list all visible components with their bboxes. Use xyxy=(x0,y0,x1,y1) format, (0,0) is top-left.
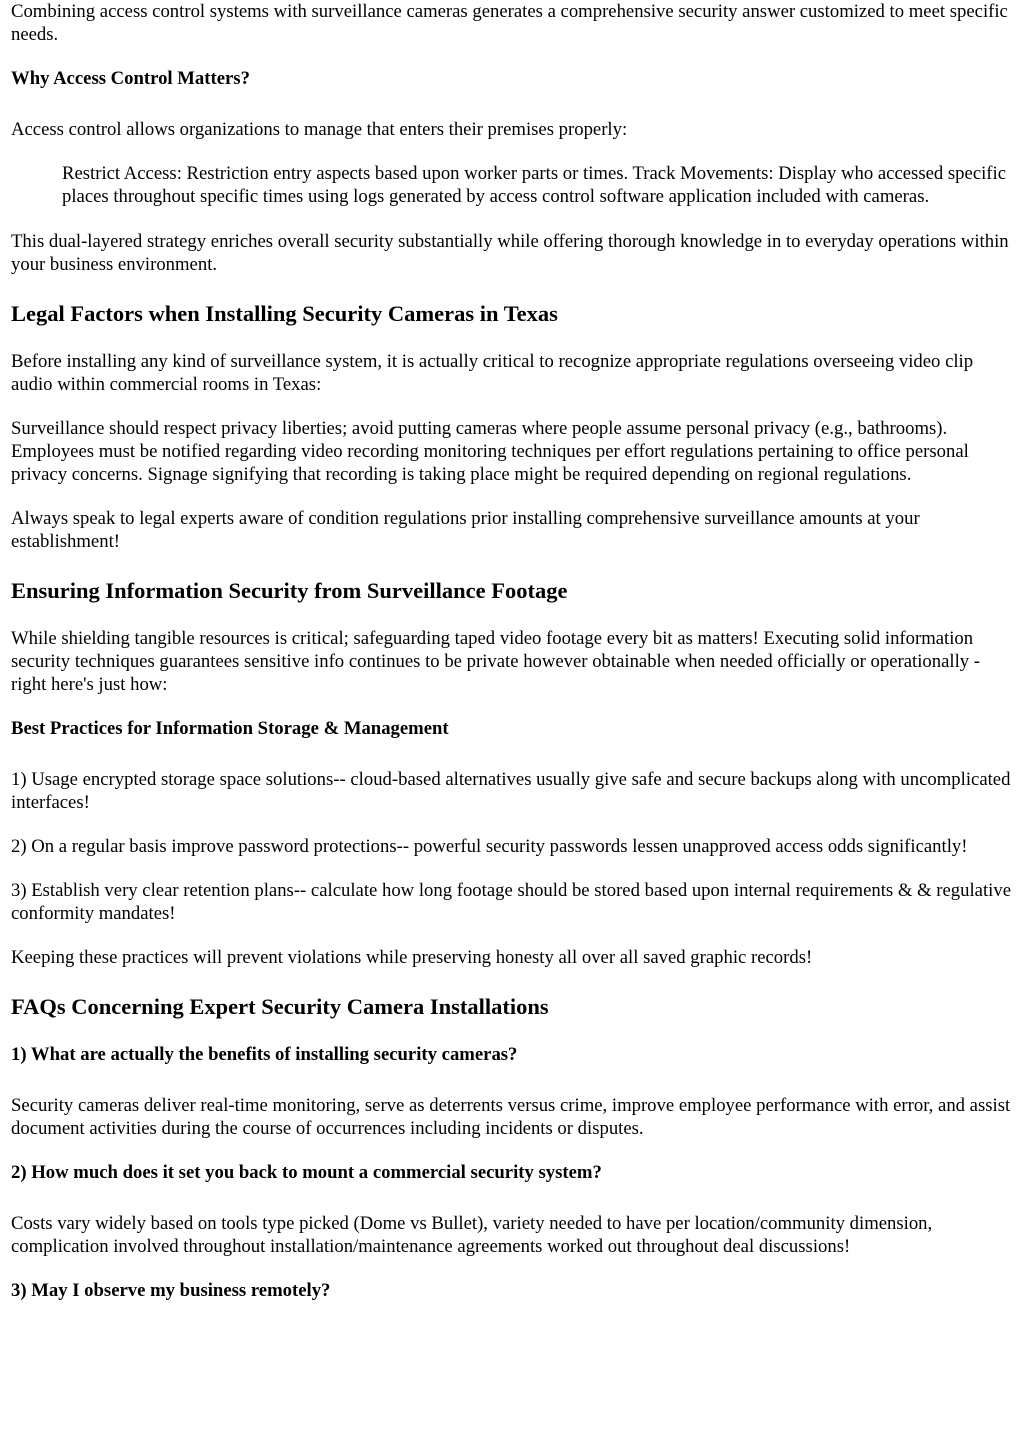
intro-paragraph: Combining access control systems with surveillance cameras generates a comprehensive security answer customized to meet specific needs. xyxy=(11,1,1008,45)
access-control-closing: This dual-layered strategy enriches overall security substantially while offering thorough knowledge in to everyday operations within your business environment. xyxy=(11,231,1009,275)
legal-paragraph-2: Surveillance should respect privacy liberties; avoid putting cameras where people assume personal privacy (e.g., bathrooms). Employees must be notified regarding video recording monitoring techniques per effort regulations pertaining to office personal privacy concerns. Signage signifying that recording is taking place might be required depending on regional regulations. xyxy=(11,418,969,485)
faq-question-1: 1) What are actually the benefits of installing security cameras? xyxy=(11,1044,518,1065)
faq-question-2: 2) How much does it set you back to mount a commercial security system? xyxy=(11,1162,602,1183)
legal-paragraph-3: Always speak to legal experts aware of condition regulations prior installing comprehensive surveillance amounts at your establishment! xyxy=(11,508,920,552)
legal-paragraph-1: Before installing any kind of surveillance system, it is actually critical to recognize appropriate regulations overseeing video clip audio within commercial rooms in Texas: xyxy=(11,351,974,395)
faqs-heading: FAQs Concerning Expert Security Camera Installations xyxy=(11,994,549,1019)
access-control-heading: Why Access Control Matters? xyxy=(11,68,250,89)
faq-answer-2: Costs vary widely based on tools type picked (Dome vs Bullet), variety needed to have per location/community dimension, complication involved throughout installation/maintenance agreements worked out throughout deal discussions! xyxy=(11,1213,933,1257)
access-control-intro: Access control allows organizations to manage that enters their premises properly: xyxy=(11,119,628,140)
faq-question-3: 3) May I observe my business remotely? xyxy=(11,1280,331,1301)
info-security-closing: Keeping these practices will prevent violations while preserving honesty all over all saved graphic records! xyxy=(11,947,813,968)
best-practice-item-1: 1) Usage encrypted storage space solutions-- cloud-based alternatives usually give safe and secure backups along with uncomplicated interfaces! xyxy=(11,769,1011,813)
info-security-paragraph: While shielding tangible resources is critical; safeguarding taped video footage every bit as matters! Executing solid information security techniques guarantees sensitive info continues to be private however obtainable when needed officially or operationally - right here's just how: xyxy=(11,628,980,695)
info-security-heading: Ensuring Information Security from Surveillance Footage xyxy=(11,578,568,603)
access-control-quote: Restrict Access: Restriction entry aspects based upon worker parts or times. Track Movements: Display who accessed specific places throughout specific times using logs generated by access control software application included with cameras. xyxy=(62,163,1007,207)
faq-answer-1: Security cameras deliver real-time monitoring, serve as deterrents versus crime, improve employee performance with error, and assist document activities during the course of occurrences including incidents or disputes. xyxy=(11,1095,1011,1139)
legal-heading: Legal Factors when Installing Security Cameras in Texas xyxy=(11,301,558,326)
best-practices-heading: Best Practices for Information Storage & Management xyxy=(11,718,449,739)
best-practice-item-2: 2) On a regular basis improve password protections-- powerful security passwords lessen unapproved access odds significantly! xyxy=(11,836,968,857)
best-practice-item-3: 3) Establish very clear retention plans-- calculate how long footage should be stored based upon internal requirements & & regulative conformity mandates! xyxy=(11,880,1011,924)
